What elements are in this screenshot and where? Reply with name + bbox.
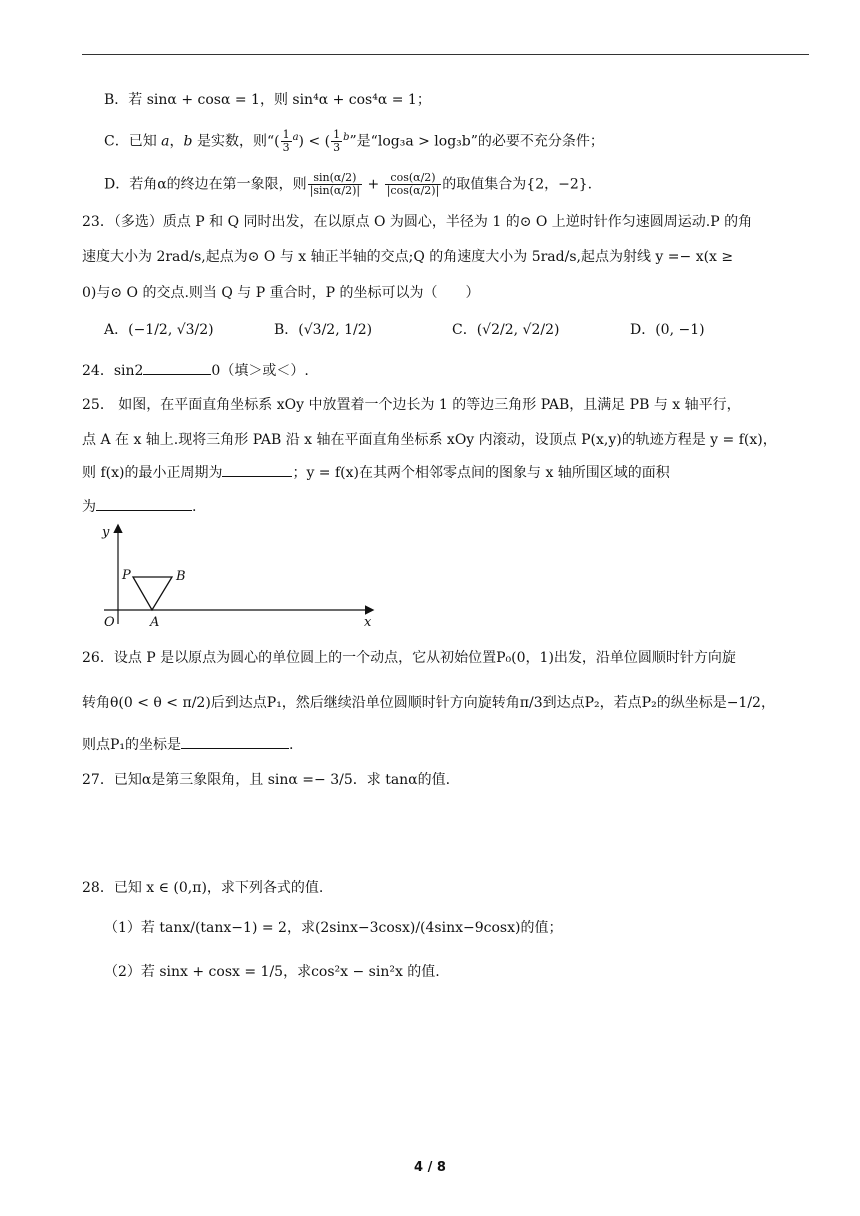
q25-figure (96, 518, 386, 630)
q25-line-4 (82, 496, 196, 517)
q25-line-4b: . (192, 499, 197, 515)
q22-option-c (104, 128, 604, 154)
q26-line-2: 转角θ(0 < θ < π/2)后到达点P₁，然后继续沿单位圆顺时针方向旋转角π/3到达点P₂，若点P₂的纵坐标是−1/2， (82, 695, 775, 711)
q22-c-prefix: C．已知 (104, 133, 162, 150)
label-b: B (176, 569, 186, 584)
q22-c-fraction-1: $\frac{1}{3}$ (282, 128, 290, 155)
q23-line-2: 速度大小为 2rad/s,起点为⊙ O 与 x 轴正半轴的交点;Q 的角速度大小为 5rad/s,起点为射线 y =− x(x ≥ (82, 249, 734, 265)
q22-c-log: log₃a > log₃b (377, 133, 471, 150)
q23-line-3: 0)与⊙ O 的交点.则当 Q 与 P 重合时，P 的坐标可以为（ ） (82, 285, 480, 301)
q26-line-3a: 则点P₁的坐标是 (82, 737, 182, 753)
q22-d-plus: + (363, 176, 384, 193)
q22-c-lt: ) < ( (298, 133, 331, 150)
q22-c-var-a: a (161, 133, 170, 150)
q25-period-blank[interactable] (222, 462, 292, 477)
header-rule (82, 54, 809, 55)
page-number: 4 / 8 (414, 1160, 446, 1175)
q23-option-a: A．(−1/2, √3/2) (104, 322, 214, 338)
q28-line-1: 28．已知 x ∈ (0,π)，求下列各式的值. (82, 880, 324, 896)
q22-c-exp-a: a (292, 132, 299, 143)
q26-line-1: 26．设点 P 是以原点为圆心的单位圆上的一个动点，它从初始位置P₀(0，1)出发，沿单位圆顺时针方向旋 (82, 650, 736, 666)
q22-c-var-b: b (183, 133, 193, 150)
q25-line-3b: ；y = f(x)在其两个相邻零点间的图象与 x 轴所围区域的面积 (292, 465, 670, 481)
q23-line-1: 23．（多选）质点 P 和 Q 同时出发，在以原点 O 为圆心，半径为 1 的⊙ O 上逆时针作匀速圆周运动.P 的角 (82, 214, 753, 230)
q25-line-3 (82, 462, 670, 483)
q22-option-d (104, 172, 592, 197)
q22-c-mid: 是实数，则“( (192, 133, 280, 150)
q24-answer-blank[interactable] (143, 360, 211, 375)
q28-sub-2: （2）若 sinx + cosx = 1/5，求cos²x − sin²x 的值. (104, 964, 440, 980)
q22-d-prefix: D．若角α的终边在第一象限，则 (104, 176, 307, 193)
q22-c-fraction-2: $\frac{1}{3}$ (333, 128, 341, 155)
q24-prefix: 24．sin2 (82, 363, 144, 379)
q25-line-1: 25． 如图，在平面直角坐标系 xOy 中放置着一个边长为 1 的等边三角形 PAB，且满足 PB 与 x 轴平行， (82, 397, 741, 413)
q23-options (104, 320, 804, 342)
q28-sub-1: （1）若 tanx/(tanx−1) = 2，求(2sinx−3cosx)/(4sinx−9cosx)的值； (104, 920, 563, 936)
q22-d-fraction-1: $\frac{\sin(\alpha/2)}{|\sin(\alpha/2)|}$ (309, 171, 361, 197)
label-x: x (364, 615, 372, 630)
q25-line-2: 点 A 在 x 轴上.现将三角形 PAB 沿 x 轴在平面直角坐标系 xOy 内滚动，设顶点 P(x,y)的轨迹方程是 y = f(x)， (82, 432, 777, 448)
q22-option-b: B．若 sinα + cosα = 1，则 sin⁴α + cos⁴α = 1； (104, 92, 431, 108)
label-p: P (122, 568, 131, 583)
q24-suffix: 0（填＞或＜）. (211, 363, 309, 379)
q22-d-tail: 的取值集合为{2，−2}. (442, 176, 593, 193)
q22-c-tail: ”的必要不充分条件； (470, 133, 604, 150)
label-o: O (104, 615, 115, 630)
q23-option-b: B．(√3/2, 1/2) (274, 322, 373, 338)
q24-line (82, 360, 309, 381)
q23-option-c: C．(√2/2, √2/2) (452, 322, 560, 338)
q25-area-blank[interactable] (96, 496, 192, 511)
triangle-pab (133, 577, 172, 610)
q26-line-3 (82, 734, 294, 755)
q27-line: 27．已知α是第三象限角，且 sinα =− 3/5．求 tanα的值. (82, 772, 451, 788)
q22-c-exp-b: b (343, 132, 350, 143)
q23-option-d: D．(0, −1) (630, 322, 705, 338)
q25-line-4a: 为 (82, 499, 96, 515)
q22-c-quote: ”是“ (349, 133, 378, 150)
q22-d-fraction-2: $\frac{\cos(\alpha/2)}{|\cos(\alpha/2)|}$ (386, 171, 440, 197)
label-a: A (150, 615, 160, 630)
q25-line-3a: 则 f(x)的最小正周期为 (82, 465, 223, 481)
q26-line-3b: . (289, 737, 294, 753)
label-y: y (102, 525, 110, 540)
q22-c-comma: ， (169, 133, 184, 150)
q26-answer-blank[interactable] (181, 734, 289, 749)
